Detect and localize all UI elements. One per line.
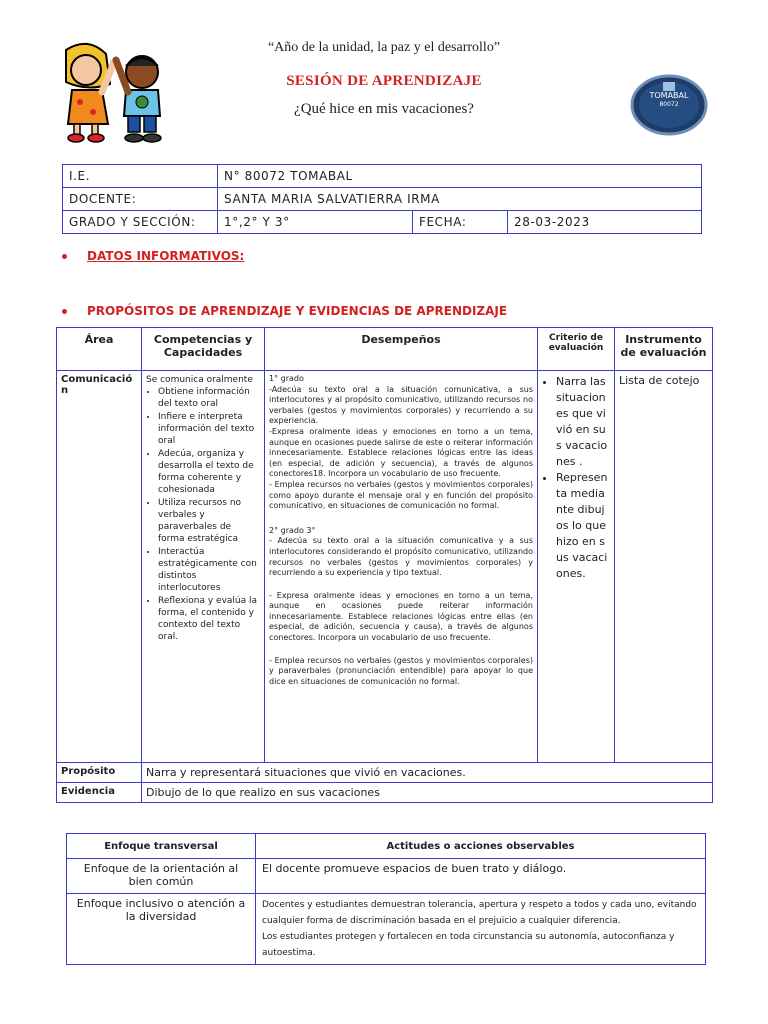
- criterio-cell: [538, 371, 615, 763]
- desempenos-cell: [265, 371, 538, 763]
- info-row-ie: [63, 165, 702, 188]
- list-item: • Infiere e interpreta información del texto oral: [158, 411, 260, 447]
- page-subtitle: ¿Qué hice en mis vacaciones?: [294, 101, 474, 117]
- info-row-grado: [63, 211, 702, 234]
- header-desempenos: Desempeños: [265, 328, 538, 371]
- proposito-value: Narra y representará situaciones que vivió en vacaciones.: [142, 763, 713, 783]
- desempeno-item: - Adecúa su texto oral a la situación comunicativa y a sus interlocutores considerando el propósito comunicativo, utilizando recursos no verbales (gestos y movimientos corporales) y recurriendo a su experiencia y tipo textual.: [269, 536, 533, 578]
- proposito-row: [57, 763, 713, 783]
- section-datos: [62, 249, 244, 263]
- enfoque-table: [66, 833, 706, 965]
- evidencia-row: [57, 783, 713, 803]
- fecha-value: 28-03-2023: [508, 211, 702, 234]
- evidencia-label: Evidencia: [57, 783, 142, 803]
- logo-text: TOMABAL: [649, 91, 689, 100]
- desempeno-item: - Emplea recursos no verbales (gestos y movimientos corporales) como apoyo durante el mensaje oral y en función del propósito comunicativo, en situaciones de comunicación no formal.: [269, 479, 533, 511]
- grado-label: GRADO Y SECCIÓN:: [63, 211, 218, 234]
- docente-value: SANTA MARIA SALVATIERRA IRMA: [218, 188, 702, 211]
- enfoque-name: Enfoque inclusivo o atención a la diversidad: [67, 894, 256, 965]
- enfoque-actitud: Los estudiantes protegen y fortalecen en toda circunstancia su autonomía, autoconfianza y autoestima.: [262, 932, 675, 958]
- enfoque-name: Enfoque de la orientación al bien común: [67, 859, 256, 894]
- instrumento-value: Lista de cotejo: [615, 371, 713, 763]
- grado23-title: 2° grado 3°: [269, 525, 316, 535]
- docente-label: DOCENTE:: [63, 188, 218, 211]
- ie-value: N° 80072 TOMABAL: [218, 165, 702, 188]
- desempeno-item: -Adecúa su texto oral a la situación comunicativa, a sus interlocutores y al propósito comunicativo, utilizando recursos no verbales (gestos y movimientos corporales) y recurriendo a su experiencia.: [269, 384, 533, 426]
- grado-value: 1°,2° Y 3°: [218, 211, 413, 234]
- list-item: • Narra las situaciones que vivió en sus vacaciones .: [556, 374, 610, 470]
- area-value: Comunicación: [57, 371, 142, 763]
- motto: “Año de la unidad, la paz y el desarrollo”: [267, 40, 501, 55]
- enfoque-actitud: Docentes y estudiantes demuestran tolerancia, apertura y respeto a todos y cada uno, evitando cualquier forma de discriminación basada en el prejuicio a cualquier diferencia.: [262, 900, 697, 926]
- info-row-docente: [63, 188, 702, 211]
- proposito-label: Propósito: [57, 763, 142, 783]
- list-item: • Adecúa, organiza y desarrolla el texto de forma coherente y cohesionada: [158, 448, 260, 496]
- competencias-cell: [142, 371, 265, 763]
- section-propositos: [62, 304, 507, 318]
- evidencia-value: Dibujo de lo que realizo en sus vacaciones: [142, 783, 713, 803]
- header-competencias: Competencias y Capacidades: [142, 328, 265, 371]
- bullet-icon: [62, 254, 67, 259]
- desempeno-item: - Expresa oralmente ideas y emociones en torno a un tema, aunque en ocasiones puede reiterar información innecesariamente. Establece relaciones lógicas entre ellas (en especial, de adición, secuencia y causa), a través de algunos conectores. Incorpora un vocabulario de uso frecuente.: [269, 590, 533, 643]
- learning-table: [56, 327, 713, 803]
- enfoque-table-header: [67, 834, 706, 859]
- enfoque-row: [67, 859, 706, 894]
- page-title: SESIÓN DE APRENDIZAJE: [286, 73, 482, 89]
- learning-table-row: [57, 371, 713, 763]
- header-actitudes: Actitudes o acciones observables: [256, 834, 706, 859]
- section-propositos-label: PROPÓSITOS DE APRENDIZAJE Y EVIDENCIAS DE APRENDIZAJE: [87, 304, 508, 318]
- enfoque-actitudes: [256, 894, 706, 965]
- desempeno-item: - Emplea recursos no verbales (gestos y movimientos corporales) y paraverbales (pronunciación entendible) para apoyar lo que dice en situaciones de comunicación no formal.: [269, 655, 533, 686]
- enfoque-actitud: El docente promueve espacios de buen trato y diálogo.: [256, 859, 706, 894]
- list-item: • Reflexiona y evalúa la forma, el contenido y contexto del texto oral.: [158, 595, 260, 643]
- desempeno-item: -Expresa oralmente ideas y emociones en torno a un tema, aunque en ocasiones puede salirse de este o reiterar información innecesariamente. Establece relaciones lógicas entre las ideas (en especial, de adición y secuencia), a través de algunos conectores18. Incorpora un vocabulario de uso frecuente.: [269, 426, 533, 479]
- capacidades-list: [146, 386, 260, 643]
- info-table: [62, 164, 702, 234]
- ie-label: I.E.: [63, 165, 218, 188]
- fecha-label: FECHA:: [413, 211, 508, 234]
- list-item: • Utiliza recursos no verbales y paraverbales de forma estratégica: [158, 497, 260, 545]
- header-area: Área: [57, 328, 142, 371]
- logo-number: 80072: [659, 101, 679, 108]
- header-criterio: Criterio de evaluación: [538, 328, 615, 371]
- header-instrumento: Instrumento de evaluación: [615, 328, 713, 371]
- header-enfoque: Enfoque transversal: [67, 834, 256, 859]
- grado1-title: 1° grado: [269, 374, 304, 383]
- criterio-list: [542, 374, 610, 582]
- bullet-icon: [62, 309, 67, 314]
- learning-table-header: [57, 328, 713, 371]
- list-item: • Obtiene información del texto oral: [158, 386, 260, 410]
- list-item: • Interactúa estratégicamente con distintos interlocutores: [158, 546, 260, 594]
- list-item: • Representa mediante dibujos lo que hizo en sus vacaciones.: [556, 470, 610, 582]
- enfoque-row: [67, 894, 706, 965]
- competencia-name: Se comunica oralmente: [146, 375, 253, 385]
- section-datos-label: DATOS INFORMATIVOS:: [87, 249, 245, 263]
